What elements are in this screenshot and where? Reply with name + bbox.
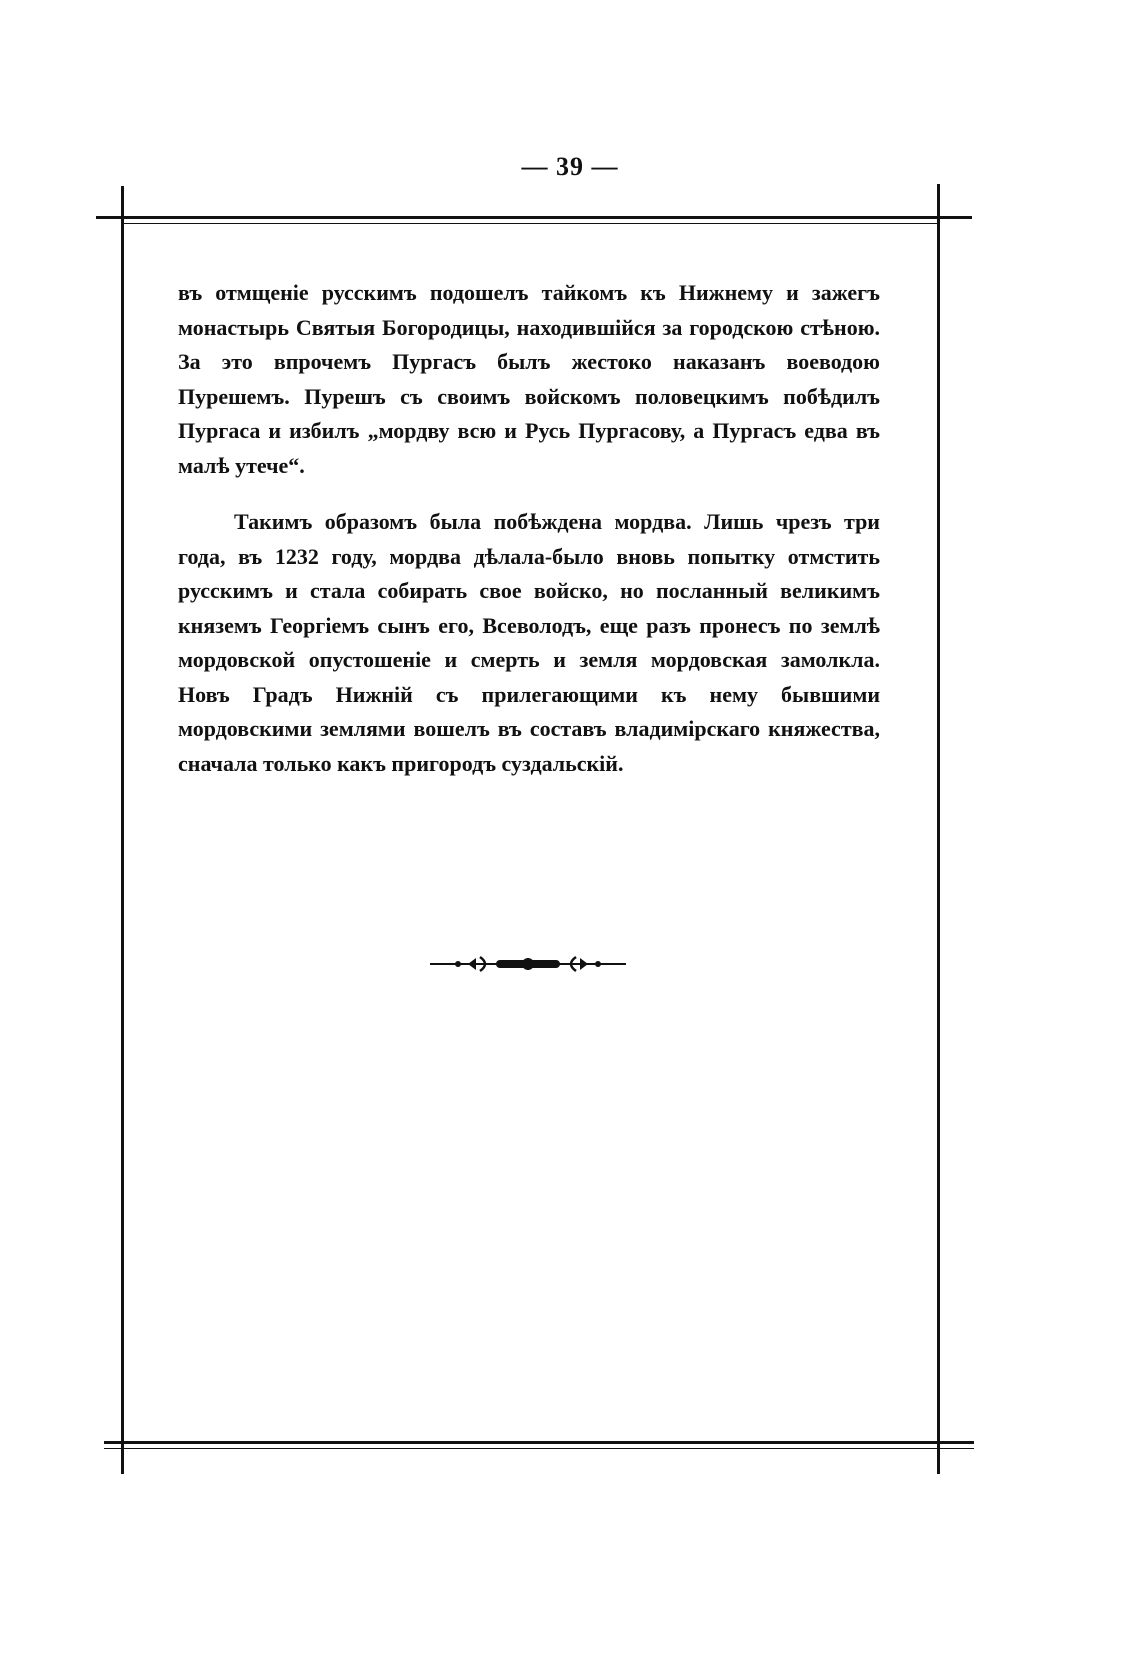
page-number: — 39 — xyxy=(521,152,619,181)
paragraph: въ отмщеніе русскимъ подошелъ тайкомъ къ Нижнему и зажегъ монастырь Святыя Богородицы, находившійся за городскою стѣною. За это впрочемъ Пургасъ былъ жестоко наказанъ воеводою Пурешемъ. Пурешъ съ своимъ войскомъ половецкимъ побѣдилъ Пургаса и избилъ „мордву всю и Русь Пургасову, а Пургасъ едва въ малѣ утече“. xyxy=(178,280,880,478)
bottom-rule xyxy=(104,1441,974,1444)
bottom-rule-thin xyxy=(104,1448,974,1449)
top-rule xyxy=(96,216,972,219)
left-rule xyxy=(121,186,124,1474)
ornament-tailpiece-icon xyxy=(428,952,628,976)
right-rule xyxy=(937,184,940,1474)
top-rule-thin xyxy=(122,223,938,224)
paragraph: Такимъ образомъ была побѣждена мордва. Лишь чрезъ три года, въ 1232 году, мордва дѣлала-было вновь попытку отмстить русскимъ и стала собирать свое войско, но посланный великимъ княземъ Георгіемъ сынъ его, Всеволодъ, еще разъ пронесъ по землѣ мордовской опустошеніе и смерть и земля мордовская замолкла. Новъ Градъ Нижній съ прилегающими къ нему бывшими мордовскими землями вошелъ въ составъ владимірскаго княжества, сначала только какъ пригородъ суздальскій. xyxy=(178,509,880,776)
body-text xyxy=(178,276,880,781)
